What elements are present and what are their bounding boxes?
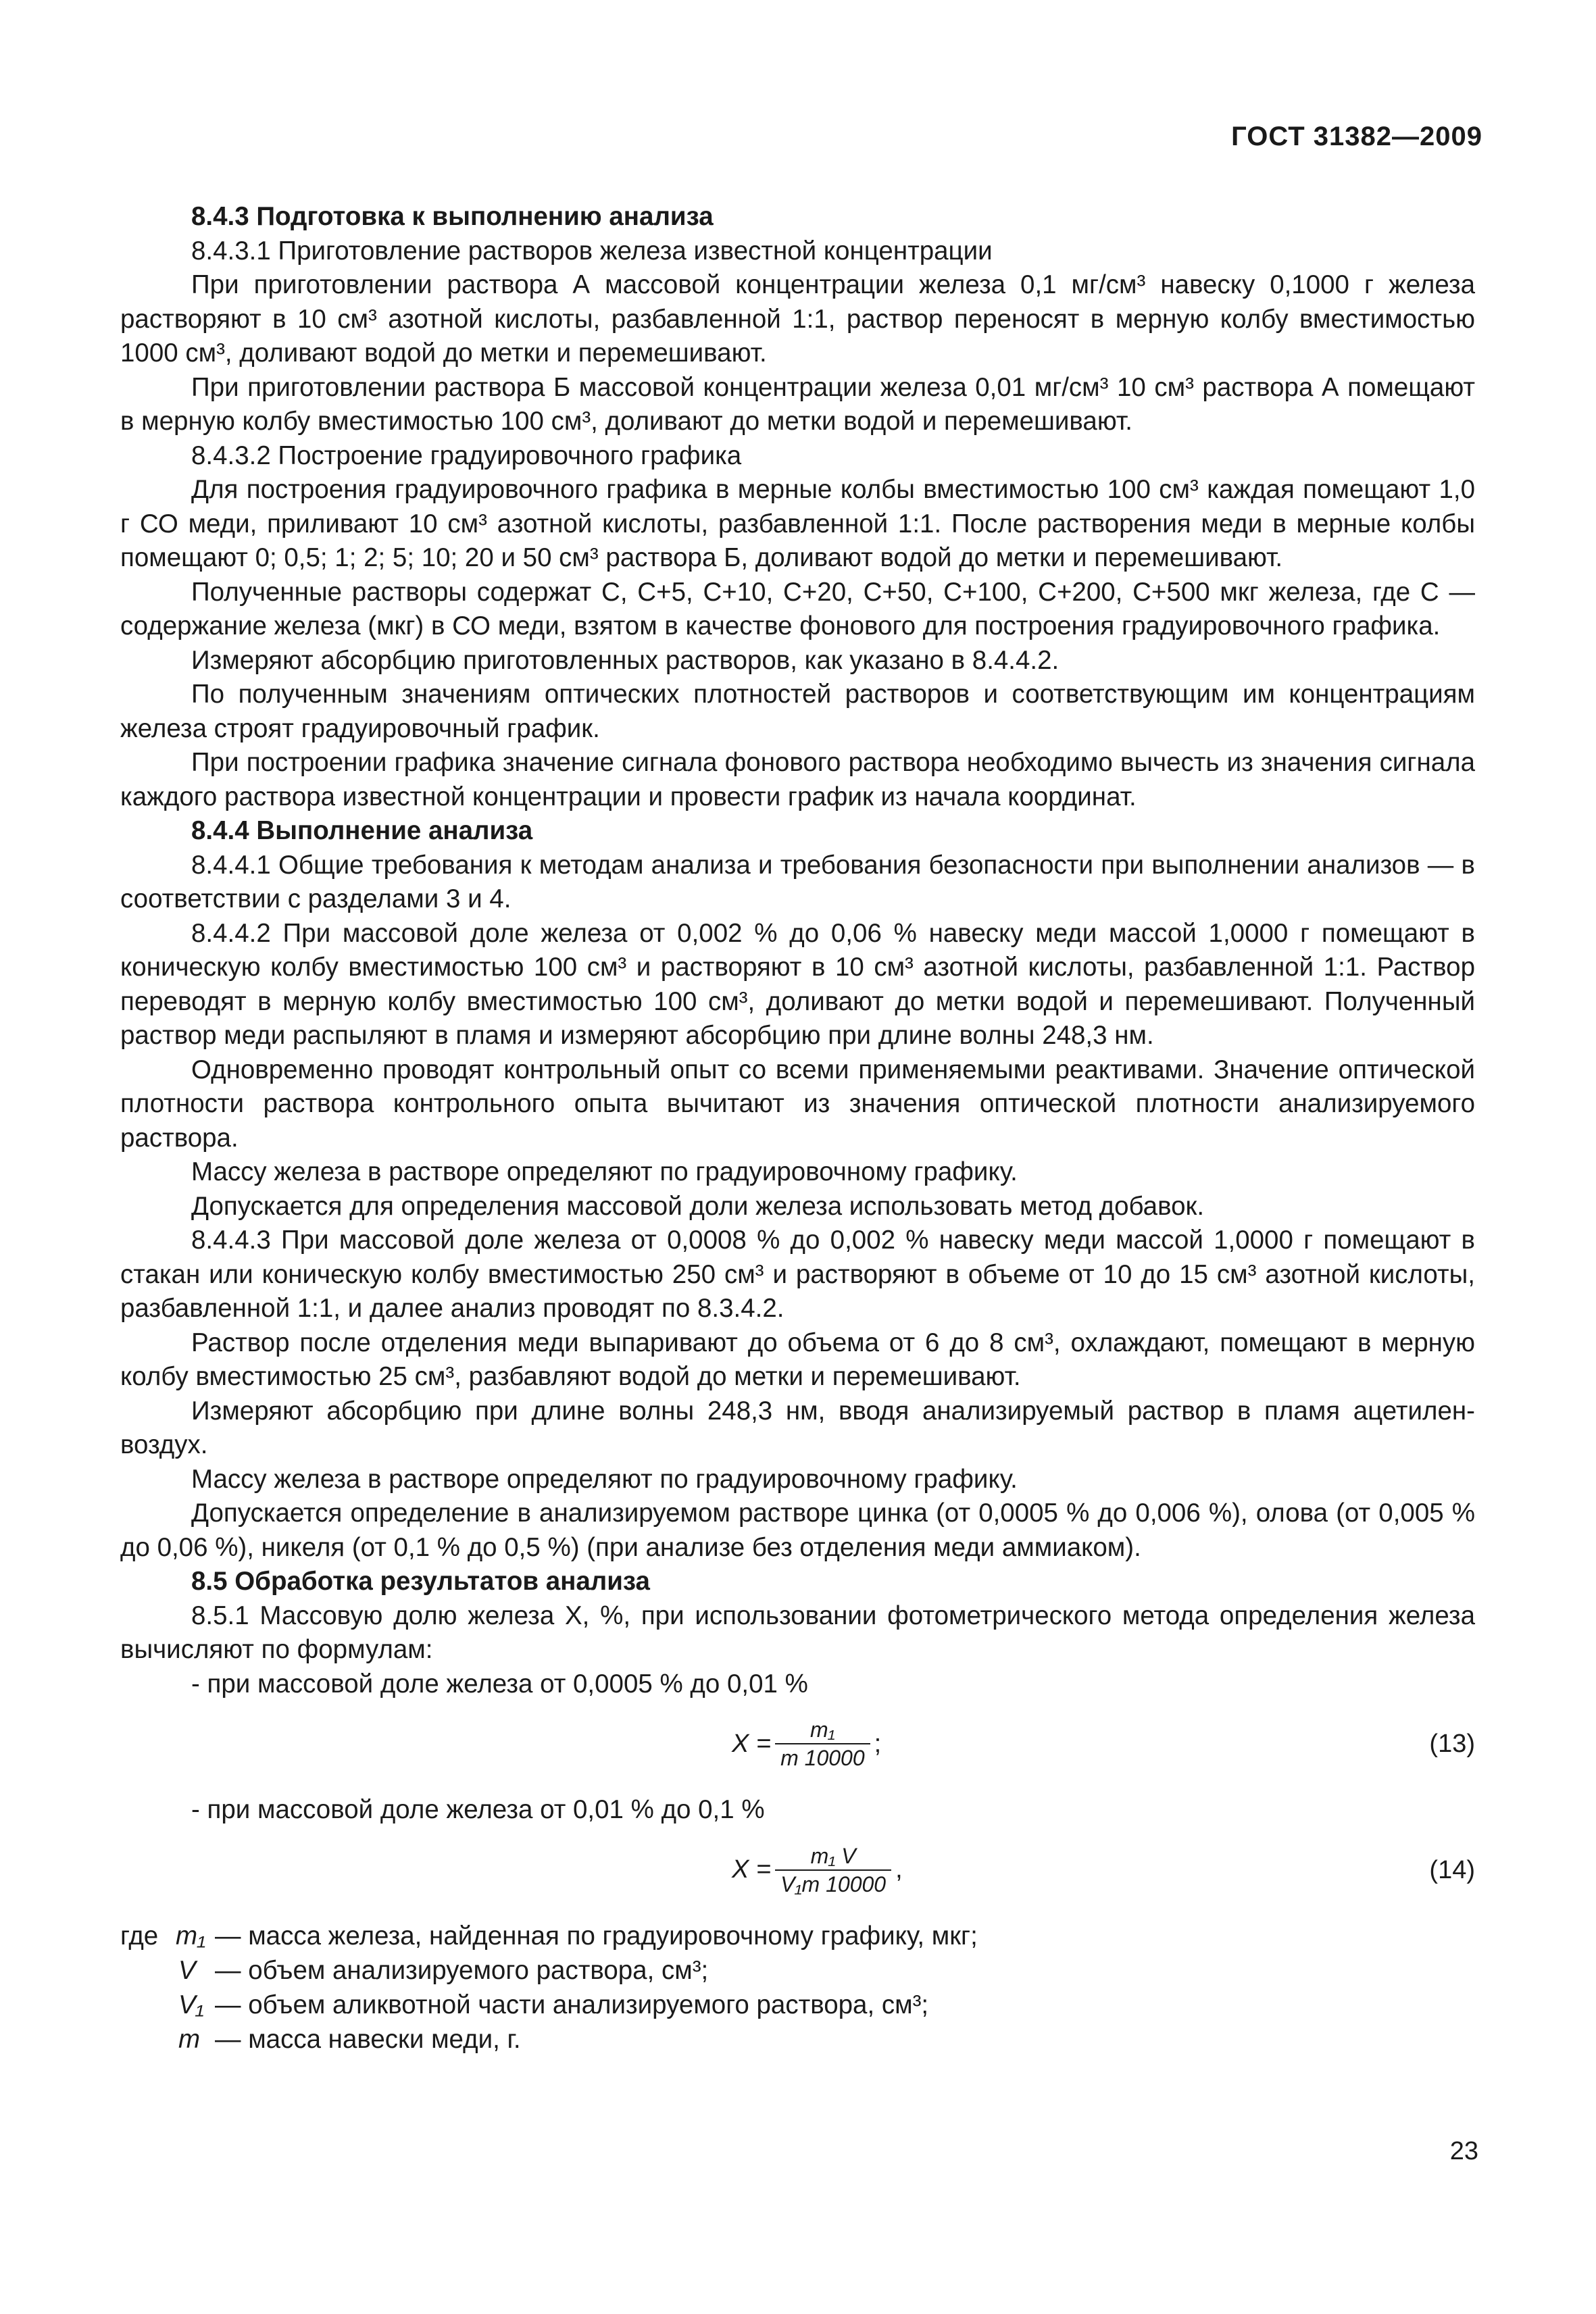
paragraph: 8.4.4.3 При массовой доле железа от 0,0008 % до 0,002 % навеску меди массой 1,0000 г помещают в стакан или коническую колбу вместимостью 250 см³ и растворяют в объеме от 10 до 15 см³ азотной кислоты, разбавленной 1:1, и далее анализ проводят по 8.3.4.2. <box>120 1226 1475 1323</box>
section-heading: 8.4.4 Выполнение анализа <box>191 816 533 845</box>
legend-row <box>120 2023 1475 2057</box>
page-number: 23 <box>1449 2137 1478 2165</box>
formula-tail: ; <box>874 1729 882 1758</box>
paragraph: 8.4.4.1 Общие требования к методам анализа и требования безопасности при выполнении анализов — в соответствии с разделами 3 и 4. <box>120 850 1475 913</box>
paragraph: 8.5.1 Массовую долю железа X, %, при использовании фотометрического метода определения железа вычисляют по формулам: <box>120 1601 1475 1664</box>
formula-number: (13) <box>1429 1730 1475 1758</box>
paragraph: 8.4.4.2 При массовой доле железа от 0,002 % до 0,06 % навеску меди массой 1,0000 г помещают в коническую колбу вместимостью 100 см³ и растворяют в 10 см³ азотной кислоты, разбавленной 1:1. Раствор переводят в мерную колбу вместимостью 100 см³, доливают до метки водой и перемешивают. Полученный раствор меди распыляют в пламя и измеряют абсорбцию при длине волны 248,3 нм. <box>120 918 1475 1050</box>
paragraph: Массу железа в растворе определяют по градуировочному графику. <box>191 1157 1018 1186</box>
paragraph: Допускается для определения массовой доли железа использовать метод добавок. <box>191 1191 1205 1221</box>
subsection-heading: 8.4.3.2 Построение градуировочного графика <box>191 441 742 470</box>
legend-row <box>120 1919 1475 1954</box>
paragraph: По полученным значениям оптических плотностей растворов и соответствующим им концентрациям железа строят градуировочный график. <box>120 680 1475 743</box>
formula-14 <box>120 1833 1475 1914</box>
paragraph: - при массовой доле железа от 0,0005 % до 0,01 % <box>191 1669 808 1699</box>
paragraph: Полученные растворы содержат C, C+5, C+10, C+20, C+50, C+100, C+200, C+500 мкг железа, где C — содержание железа (мкг) в СО меди, взятом в качестве фонового для построения градуировочного графика. <box>120 577 1475 640</box>
paragraph: Измеряют абсорбцию приготовленных растворов, как указано в 8.4.4.2. <box>191 645 1059 675</box>
legend-text: — масса навески меди, г. <box>215 2024 521 2054</box>
subsection-heading: 8.4.3.1 Приготовление растворов железа известной концентрации <box>191 236 993 266</box>
paragraph: При приготовлении раствора Б массовой концентрации железа 0,01 мг/см³ 10 см³ раствора А помещают в мерную колбу вместимостью 100 см³, доливают до метки водой и перемешивают. <box>120 372 1475 436</box>
legend-symbol: m₁ <box>176 1921 206 1951</box>
paragraph: Раствор после отделения меди выпаривают до объема от 6 до 8 см³, охлаждают, помещают в мерную колбу вместимостью 25 см³, разбавляют водой до метки и перемешивают. <box>120 1328 1475 1391</box>
paragraph: Измеряют абсорбцию при длине волны 248,3 нм, вводя анализируемый раствор в пламя ацетилен-воздух. <box>120 1396 1475 1459</box>
standard-header: ГОСТ 31382—2009 <box>1231 122 1482 151</box>
legend-symbol: V <box>178 1955 196 1985</box>
paragraph: - при массовой доле железа от 0,01 % до 0,1 % <box>191 1795 765 1824</box>
legend-text: — объем аликвотной части анализируемого раствора, см³; <box>215 1990 929 2019</box>
legend-text: — объем анализируемого раствора, см³; <box>215 1955 709 1985</box>
formula-fraction <box>775 1716 870 1771</box>
paragraph: Для построения градуировочного графика в мерные колбы вместимостью 100 см³ каждая помещают 1,0 г СО меди, приливают 10 см³ азотной кислоты, разбавленной 1:1. После растворения меди в мерные колбы помещают 0; 0,5; 1; 2; 5; 10; 20 и 50 см³ раствора Б, доливают водой до метки и перемешивают. <box>120 475 1475 572</box>
section-heading: 8.4.3 Подготовка к выполнению анализа <box>191 202 714 231</box>
formula-denominator: V₁m 10000 <box>775 1869 891 1898</box>
formula-fraction <box>775 1842 891 1898</box>
formula-lhs: X = <box>732 1729 772 1758</box>
legend-prefix: где <box>120 1921 159 1951</box>
formula-number: (14) <box>1429 1855 1475 1884</box>
legend-row <box>120 1988 1475 2023</box>
paragraph: Одновременно проводят контрольный опыт со всеми применяемыми реактивами. Значение оптической плотности раствора контрольного опыта вычитают из значения оптической плотности анализируемого раствора. <box>120 1055 1475 1153</box>
formula-13 <box>120 1707 1475 1788</box>
formula-tail: , <box>895 1855 903 1884</box>
formula-denominator: m 10000 <box>775 1743 870 1771</box>
legend-symbol: m <box>178 2024 201 2054</box>
paragraph: Допускается определение в анализируемом растворе цинка (от 0,0005 % до 0,006 %), олова (от 0,005 % до 0,06 %), никеля (от 0,1 % до 0,5 %) (при анализе без отделения меди аммиаком). <box>120 1499 1475 1562</box>
formula-lhs: X = <box>732 1855 772 1884</box>
section-heading: 8.5 Обработка результатов анализа <box>191 1567 650 1596</box>
paragraph: Массу железа в растворе определяют по градуировочному графику. <box>191 1464 1018 1494</box>
legend-text: — масса железа, найденная по градуировочному графику, мкг; <box>215 1921 978 1951</box>
legend-symbol: V₁ <box>178 1990 204 2019</box>
paragraph: При приготовлении раствора А массовой концентрации железа 0,1 мг/см³ навеску 0,1000 г железа растворяют в 10 см³ азотной кислоты, разбавленной 1:1, раствор переносят в мерную колбу вместимостью 1000 см³, доливают водой до метки и перемешивают. <box>120 270 1475 368</box>
paragraph: При построении графика значение сигнала фонового раствора необходимо вычесть из значения сигнала каждого раствора известной концентрации и провести график из начала координат. <box>120 748 1475 811</box>
document-body <box>120 200 1475 2057</box>
formula-numerator: m₁ V <box>810 1843 856 1868</box>
legend-row <box>120 1954 1475 1988</box>
formula-numerator: m₁ <box>810 1717 835 1742</box>
